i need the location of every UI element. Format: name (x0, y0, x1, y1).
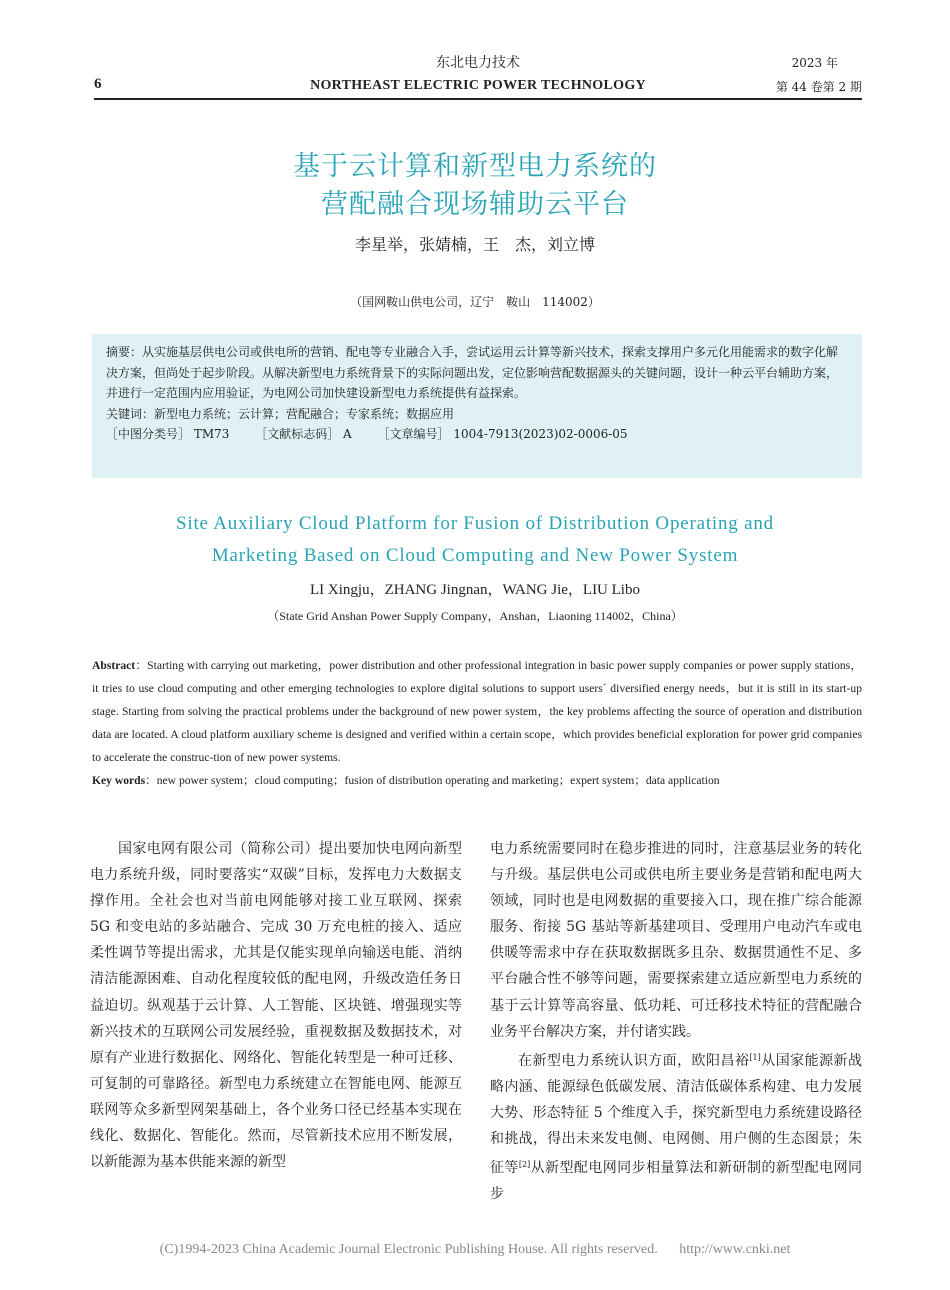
abstract-en (92, 654, 862, 769)
citation-ref-1[interactable]: [1] (749, 1052, 761, 1062)
abstract-en-text: ：Starting with carrying out marketing，power distribution and other professional integration in basic power supply companies or power supply stations，it tries to use cloud computing and other emerging technologies to explore digital solutions to support users´ diversified energy needs，but it is still in its start-up stage. Starting from solving the practical problems under the background of new power system，the key problems affecting the source of operation and distribution data are located. A cloud platform auxiliary scheme is designed and verified within a certain scope，which provides beneficial exploration for power grid companies to accelerate the construc-tion of new power systems. (92, 659, 862, 764)
paper-title-en-line2: Marketing Based on Cloud Computing and New Power System (211, 545, 739, 566)
authors-cn: 李星举，张婧楠，王 杰，刘立博 (354, 235, 595, 254)
body-paragraph: 国家电网有限公司（简称公司）提出要加快电网向新型电力系统升级，同时要落实“双碳”目标，发挥电力大数据支撑作用。全社会也对当前电网能够对接工业互联网、探索 5G 和变电站的多站融合、完成 30 万充电桩的接入、适应柔性调节等提出需求，尤其是仅能实现单向输送电能、消纳清洁能源困难、自动化程度较低的配电网，升级改造任务日益迫切。纵观基于云计算、人工智能、区块链、增强现实等新兴技术的互联网公司发展经验，重视数据及数据技术，对原有产业进行数据化、网络化、智能化转型是一种可迁移、可复制的可靠路径。新型电力系统建立在智能电网、能源互联网等众多新型网架基础上，各个业务口径已经基本实现在线化、数据化、智能化。然而，尽管新技术应用不断发展，以新能源为基本供能来源的新型 (90, 841, 462, 1171)
page-footer (0, 1242, 950, 1258)
footer-url-link[interactable]: http://www.cnki.net (679, 1242, 791, 1257)
document-code: ［文献标志码］ A (255, 427, 352, 441)
affiliation-en: （State Grid Anshan Power Supply Company，Anshan，Liaoning 114002，China） (267, 609, 683, 623)
body-text: 从国家能源新战略内涵、能源绿色低碳发展、清洁低碳体系构建、电力发展大势、形态特征 5 个维度入手，探究新型电力系统建设路径和挑战，得出未来发电侧、电网侧、用户侧的生态图景；朱征等 (490, 1052, 863, 1177)
body-paragraph: 电力系统需要同时在稳步推进的同时，注意基层业务的转化与升级。基层供电公司或供电所主要业务是营销和配电两大领域，同时也是电网数据的重要接入口，现在推广综合能源服务、衔接 5G 基站等新基建项目、受理用户电动汽车或电供暖等需求中存在获取数据既多且杂、数据贯通性不足、多平台融合性不够等问题，需要探索建立适应新型电力系统的基于云计算等高容量、低功耗、可迁移技术特征的营配融合业务平台解决方案，并付诸实践。 (490, 841, 862, 1040)
header-rule (94, 98, 862, 100)
abstract-en-block (92, 654, 862, 792)
journal-title-cn: 东北电力技术 (436, 55, 520, 71)
authors-en: LI Xingju，ZHANG Jingnan，WANG Jie，LIU Libo (310, 582, 640, 598)
keywords-en (92, 769, 862, 792)
clc-number: ［中图分类号］ TM73 (106, 427, 230, 441)
abstract-cn-text: 摘要：从实施基层供电公司或供电所的营销、配电等专业融合入手，尝试运用云计算等新兴技术，探索支撑用户多元化用能需求的数字化解决方案，但尚处于起步阶段。从解决新型电力系统背景下的实际问题出发，定位影响营配数据源头的关键问题，设计一种云平台辅助方案，并进行一定范围内应用验证，为电网公司加快建设新型电力系统提供有益探索。 (106, 345, 839, 400)
affiliation-cn: （国网鞍山供电公司，辽宁 鞍山 114002） (350, 295, 600, 309)
body-text: 在新型电力系统认识方面，欧阳昌裕 (518, 1052, 750, 1069)
journal-issue: 第 44 卷第 2 期 (775, 80, 862, 94)
body-left-column (90, 836, 462, 1175)
abstract-en-label: Abstract (92, 659, 136, 672)
paper-title-cn-line2: 营配融合现场辅助云平台 (321, 189, 629, 220)
paper-title-cn (0, 148, 950, 224)
article-number: ［文章编号］ 1004-7913(2023)02-0006-05 (377, 427, 628, 441)
abstract-cn-box (92, 334, 862, 478)
paper-title-en (0, 508, 950, 572)
page-header (94, 48, 862, 100)
journal-year: 2023 年 (791, 56, 838, 70)
body-text: 从新型配电网同步相量算法和新研制的新型配电网同步 (490, 1160, 863, 1203)
journal-title-en: NORTHEAST ELECTRIC POWER TECHNOLOGY (310, 78, 646, 93)
paper-title-cn-line1: 基于云计算和新型电力系统的 (293, 151, 657, 182)
page-number: 6 (94, 76, 102, 92)
classification-row (106, 424, 848, 445)
citation-ref-2[interactable]: [2] (518, 1160, 531, 1170)
keywords-en-text: ：new power system；cloud computing；fusion of distribution operating and marketing；expert system；data application (145, 774, 720, 787)
body-paragraph (490, 1045, 862, 1208)
copyright-notice: (C)1994-2023 China Academic Journal Electronic Publishing House. All rights reserved. (159, 1242, 658, 1257)
keywords-en-label: Key words (92, 774, 146, 787)
keywords-cn: 关键词：新型电力系统；云计算；营配融合；专家系统；数据应用 (106, 406, 455, 421)
body-right-column (490, 836, 862, 1207)
paper-title-en-line1: Site Auxiliary Cloud Platform for Fusion of Distribution Operating and (176, 513, 774, 534)
